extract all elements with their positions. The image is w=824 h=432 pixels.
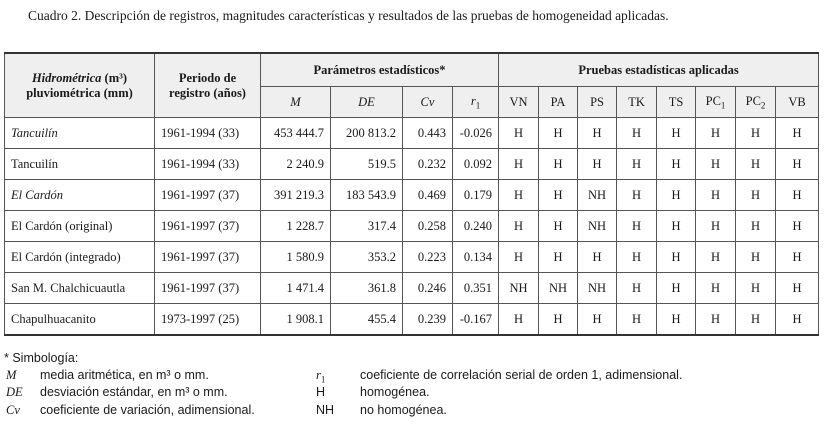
std-dev-cell: 353.2 bbox=[331, 242, 403, 273]
test-header-pc1: $PC_1$ bbox=[696, 87, 736, 118]
period-cell: 1961-1997 (37) bbox=[155, 273, 261, 304]
test-result-cell: H bbox=[578, 149, 617, 180]
test-header-vn: VN bbox=[499, 87, 539, 118]
test-result-cell: H bbox=[539, 242, 578, 273]
test-result-cell: H bbox=[657, 118, 696, 149]
test-result-cell: H bbox=[539, 304, 578, 336]
test-result-cell: H bbox=[657, 149, 696, 180]
test-result-cell: H bbox=[736, 242, 776, 273]
mean-cell: 1 471.4 bbox=[261, 273, 331, 304]
test-result-cell: H bbox=[736, 118, 776, 149]
legend-symbol: NH bbox=[316, 403, 335, 417]
cv-cell: 0.469 bbox=[403, 180, 453, 211]
test-result-cell: H bbox=[617, 149, 657, 180]
test-header-tk: TK bbox=[617, 87, 657, 118]
cv-cell: 0.232 bbox=[403, 149, 453, 180]
r1-cell: 0.134 bbox=[453, 242, 499, 273]
test-result-cell: H bbox=[499, 211, 539, 242]
period-cell: 1961-1997 (37) bbox=[155, 180, 261, 211]
test-result-cell: H bbox=[617, 242, 657, 273]
test-result-cell: H bbox=[696, 149, 736, 180]
param-header-m: M bbox=[261, 87, 331, 118]
table-row bbox=[5, 180, 819, 211]
period-column-header: Periodo de registro (años) bbox=[155, 53, 261, 118]
cv-cell: 0.246 bbox=[403, 273, 453, 304]
station-name-cell: San M. Chalchicuautla bbox=[5, 273, 155, 304]
table-caption: Cuadro 2. Descripción de registros, magnitudes características y resultados de las pruebas de homogeneidad aplicadas. bbox=[28, 8, 669, 23]
period-cell: 1961-1994 (33) bbox=[155, 149, 261, 180]
test-result-cell: H bbox=[776, 118, 819, 149]
test-result-cell: H bbox=[776, 180, 819, 211]
station-name-cell: Tancuilín bbox=[5, 149, 155, 180]
test-result-cell: H bbox=[657, 273, 696, 304]
legend-description: no homogénea. bbox=[360, 403, 447, 417]
test-result-cell: H bbox=[617, 273, 657, 304]
std-dev-cell: 317.4 bbox=[331, 211, 403, 242]
test-result-cell: NH bbox=[499, 273, 539, 304]
table-row bbox=[5, 149, 819, 180]
test-result-cell: H bbox=[499, 118, 539, 149]
mean-cell: 1 580.9 bbox=[261, 242, 331, 273]
test-result-cell: H bbox=[617, 211, 657, 242]
mean-cell: 2 240.9 bbox=[261, 149, 331, 180]
test-result-cell: H bbox=[578, 242, 617, 273]
test-result-cell: H bbox=[696, 180, 736, 211]
test-result-cell: H bbox=[617, 304, 657, 336]
cv-cell: 0.239 bbox=[403, 304, 453, 336]
test-result-cell: H bbox=[776, 211, 819, 242]
test-result-cell: H bbox=[776, 242, 819, 273]
std-dev-cell: 183 543.9 bbox=[331, 180, 403, 211]
legend-description: homogénea. bbox=[360, 385, 430, 399]
table-row bbox=[5, 304, 819, 336]
legend-symbol: M bbox=[6, 368, 17, 382]
test-result-cell: H bbox=[617, 118, 657, 149]
test-result-cell: H bbox=[736, 211, 776, 242]
mean-cell: 1 228.7 bbox=[261, 211, 331, 242]
legend-symbol: $r_1$ bbox=[316, 368, 326, 385]
test-result-cell: H bbox=[499, 242, 539, 273]
test-result-cell: H bbox=[736, 149, 776, 180]
test-result-cell: H bbox=[696, 242, 736, 273]
test-result-cell: H bbox=[696, 273, 736, 304]
legend-symbol: Cv bbox=[6, 403, 20, 417]
test-result-cell: NH bbox=[578, 180, 617, 211]
param-header-cv: Cv bbox=[403, 87, 453, 118]
mean-cell: 1 908.1 bbox=[261, 304, 331, 336]
mean-cell: 453 444.7 bbox=[261, 118, 331, 149]
test-result-cell: H bbox=[776, 273, 819, 304]
test-result-cell: H bbox=[539, 211, 578, 242]
test-result-cell: H bbox=[539, 118, 578, 149]
r1-cell: 0.240 bbox=[453, 211, 499, 242]
test-result-cell: H bbox=[578, 118, 617, 149]
legend-description: coeficiente de variación, adimensional. bbox=[40, 403, 255, 417]
r1-cell: -0.026 bbox=[453, 118, 499, 149]
test-header-vb: VB bbox=[776, 87, 819, 118]
r1-cell: 0.351 bbox=[453, 273, 499, 304]
tests-group-header: Pruebas estadísticas aplicadas bbox=[499, 53, 819, 87]
period-cell: 1961-1997 (37) bbox=[155, 242, 261, 273]
test-header-ts: TS bbox=[657, 87, 696, 118]
period-cell: 1961-1994 (33) bbox=[155, 118, 261, 149]
r1-cell: -0.167 bbox=[453, 304, 499, 336]
legend-description: media aritmética, en m³ o mm. bbox=[40, 368, 209, 382]
table-row bbox=[5, 118, 819, 149]
test-result-cell: H bbox=[657, 242, 696, 273]
station-name-cell: El Cardón (integrado) bbox=[5, 242, 155, 273]
test-header-pc2: $PC_2$ bbox=[736, 87, 776, 118]
station-column-header: Hidrométrica (m³) pluviométrica (mm) bbox=[5, 53, 155, 118]
station-name-cell: El Cardón (original) bbox=[5, 211, 155, 242]
r1-cell: 0.179 bbox=[453, 180, 499, 211]
station-name-cell: El Cardón bbox=[5, 180, 155, 211]
legend-symbol: DE bbox=[6, 385, 23, 399]
period-cell: 1973-1997 (25) bbox=[155, 304, 261, 336]
std-dev-cell: 361.8 bbox=[331, 273, 403, 304]
test-result-cell: NH bbox=[578, 211, 617, 242]
std-dev-cell: 455.4 bbox=[331, 304, 403, 336]
test-result-cell: H bbox=[499, 304, 539, 336]
test-result-cell: H bbox=[539, 180, 578, 211]
std-dev-cell: 200 813.2 bbox=[331, 118, 403, 149]
station-name-cell: Tancuilín bbox=[5, 118, 155, 149]
period-cell: 1961-1997 (37) bbox=[155, 211, 261, 242]
table-row bbox=[5, 273, 819, 304]
test-result-cell: H bbox=[657, 211, 696, 242]
test-result-cell: H bbox=[696, 304, 736, 336]
test-result-cell: H bbox=[657, 304, 696, 336]
test-result-cell: H bbox=[657, 180, 696, 211]
test-result-cell: NH bbox=[539, 273, 578, 304]
test-result-cell: H bbox=[617, 180, 657, 211]
param-header-de: DE bbox=[331, 87, 403, 118]
test-result-cell: H bbox=[499, 149, 539, 180]
test-result-cell: H bbox=[539, 149, 578, 180]
notes-title: * Simbología: bbox=[4, 351, 79, 365]
cv-cell: 0.258 bbox=[403, 211, 453, 242]
test-result-cell: H bbox=[736, 180, 776, 211]
table-row bbox=[5, 242, 819, 273]
cv-cell: 0.223 bbox=[403, 242, 453, 273]
legend-description: coeficiente de correlación serial de orden 1, adimensional. bbox=[360, 368, 683, 382]
test-result-cell: H bbox=[736, 304, 776, 336]
test-result-cell: H bbox=[696, 118, 736, 149]
std-dev-cell: 519.5 bbox=[331, 149, 403, 180]
test-result-cell: H bbox=[499, 180, 539, 211]
test-result-cell: H bbox=[578, 304, 617, 336]
legend-description: desviación estándar, en m³ o mm. bbox=[40, 385, 228, 399]
test-header-pa: PA bbox=[539, 87, 578, 118]
params-group-header: Parámetros estadísticos* bbox=[261, 53, 499, 87]
test-result-cell: H bbox=[776, 304, 819, 336]
table-row bbox=[5, 211, 819, 242]
test-header-ps: PS bbox=[578, 87, 617, 118]
test-result-cell: H bbox=[696, 211, 736, 242]
legend-symbol: H bbox=[316, 385, 326, 399]
homogeneity-table bbox=[4, 52, 819, 336]
cv-cell: 0.443 bbox=[403, 118, 453, 149]
r1-cell: 0.092 bbox=[453, 149, 499, 180]
mean-cell: 391 219.3 bbox=[261, 180, 331, 211]
param-header-r: $r_1$ bbox=[453, 87, 499, 118]
station-name-cell: Chapulhuacanito bbox=[5, 304, 155, 336]
test-result-cell: H bbox=[776, 149, 819, 180]
test-result-cell: H bbox=[736, 273, 776, 304]
test-result-cell: NH bbox=[578, 273, 617, 304]
